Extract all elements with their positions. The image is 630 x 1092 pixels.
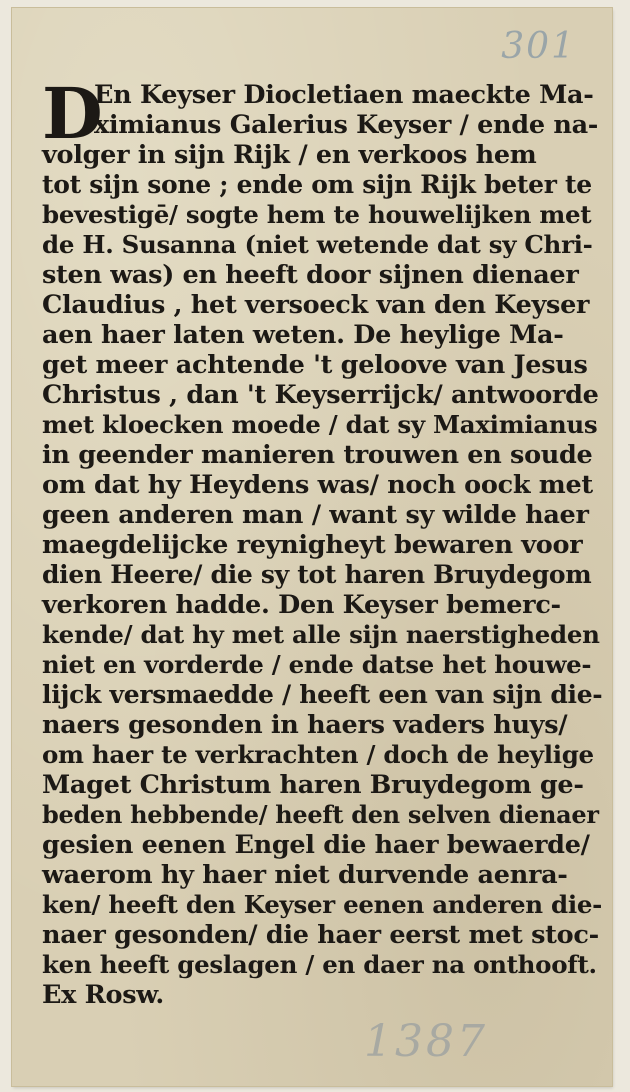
text-line: om dat hy Heydens was/ noch oock met xyxy=(42,470,593,500)
text-line: Maget Christum haren Bruydegom ge- xyxy=(42,770,584,800)
text-line: ken/ heeft den Keyser eenen anderen die- xyxy=(42,890,603,919)
text-line: gesien eenen Engel die haer bewaerde/ xyxy=(42,830,590,860)
text-line: niet en vorderde / ende datse het houwe- xyxy=(42,650,592,679)
text-line: volger in sijn Rijk / en verkoos hem xyxy=(42,140,537,170)
text-line-source: Ex Rosw. xyxy=(42,980,164,1010)
text-line: ximianus Galerius Keyser / ende na- xyxy=(94,110,599,140)
text-line: Christus , dan 't Keyserrijck/ antwoorde xyxy=(42,380,599,410)
text-line: de H. Susanna (niet wetende dat sy Chri- xyxy=(42,230,593,259)
text-line: waerom hy haer niet durvende aenra- xyxy=(42,860,568,890)
text-line: get meer achtende 't geloove van Jesus xyxy=(42,350,588,380)
text-line: maegdelijcke reynigheyt bewaren voor xyxy=(42,530,583,560)
text-line: om haer te verkrachten / doch de heylige xyxy=(42,740,594,769)
text-line: tot sijn sone ; ende om sijn Rijk beter te xyxy=(42,170,592,199)
text-line: En Keyser Diocletiaen maeckte Ma- xyxy=(94,80,594,110)
text-line: lijck versmaedde / heeft een van sijn die- xyxy=(42,680,603,709)
body-text xyxy=(42,72,603,1010)
text-line: kende/ dat hy met alle sijn naerstigheden xyxy=(42,620,600,649)
text-line: verkoren hadde. Den Keyser bemerc- xyxy=(42,590,561,620)
text-line: geen anderen man / want sy wilde haer xyxy=(42,500,589,530)
pencil-annotation-top: 301 xyxy=(501,26,576,67)
text-line: Claudius , het versoeck van den Keyser xyxy=(42,290,590,320)
text-line: in geender manieren trouwen en soude xyxy=(42,440,593,470)
text-line: beden hebbende/ heeft den selven dienaer xyxy=(42,800,599,829)
text-line: aen haer laten weten. De heylige Ma- xyxy=(42,320,564,350)
text-line: met kloecken moede / dat sy Maximianus xyxy=(42,410,598,439)
text-line: naer gesonden/ die haer eerst met stoc- xyxy=(42,920,599,950)
paper-sheet xyxy=(12,8,612,1086)
text-line: naers gesonden in haers vaders huys/ xyxy=(42,710,568,740)
text-line: ken heeft geslagen / en daer na onthooft. xyxy=(42,950,597,979)
pencil-annotation-bottom: 1387 xyxy=(364,1016,488,1067)
text-line: bevestigē/ sogte hem te houwelijken met xyxy=(42,200,592,229)
text-line: dien Heere/ die sy tot haren Bruydegom xyxy=(42,560,592,589)
drop-cap: D xyxy=(42,72,103,155)
text-line: sten was) en heeft door sijnen dienaer xyxy=(42,260,579,290)
